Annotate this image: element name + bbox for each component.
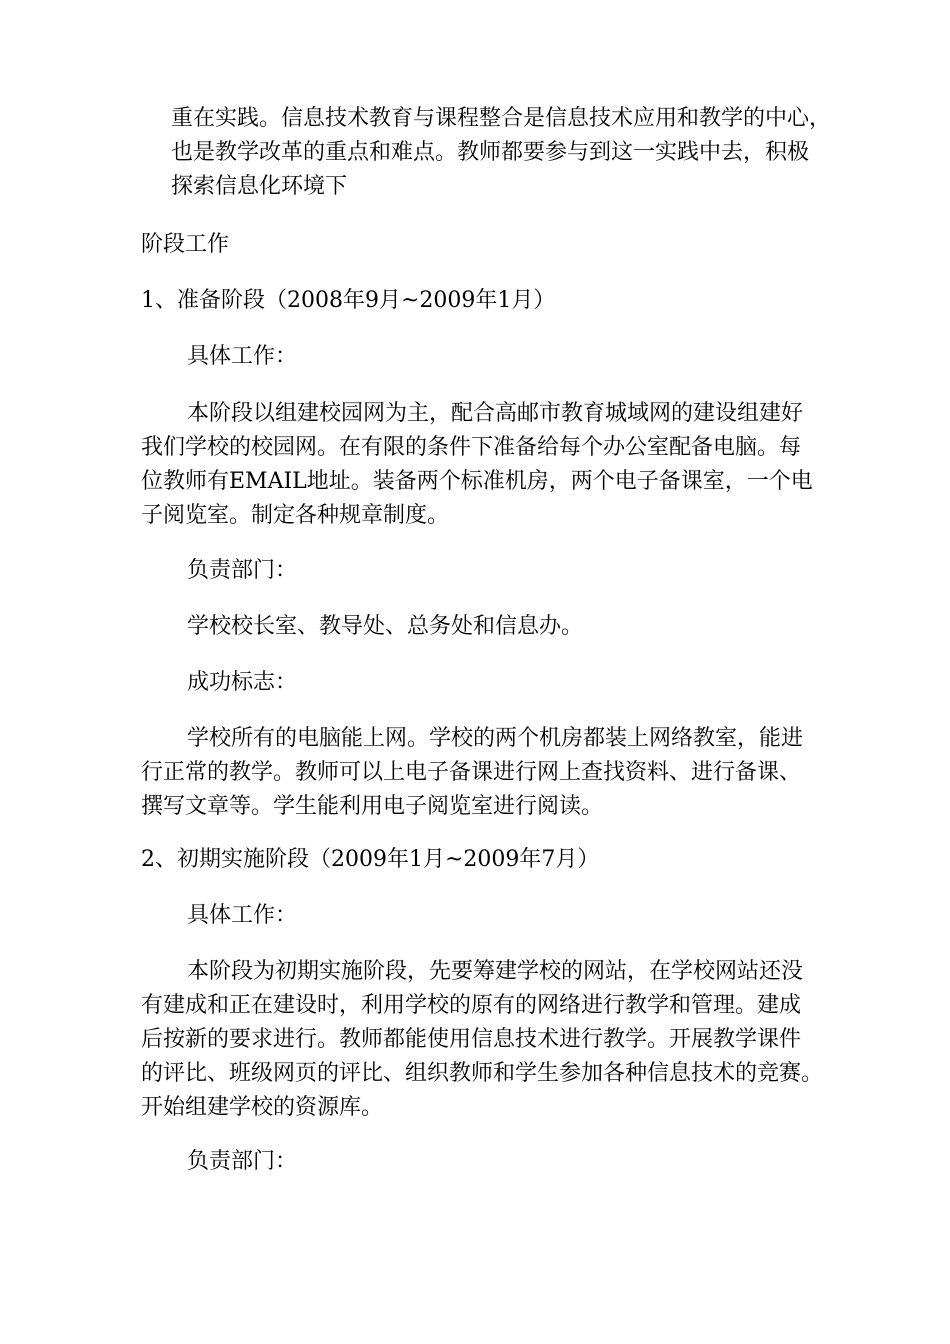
stage1-work-paragraph (141, 397, 813, 533)
stage1-dept-label: 负责部门： (187, 558, 298, 583)
paragraph-line: 学校所有的电脑能上网。学校的两个机房都装上网络教室，能进 (187, 726, 804, 751)
paragraph-line: 后按新的要求进行。教师都能使用信息技术进行教学。开展教学课件 (141, 1027, 802, 1052)
stage1-work-label: 具体工作： (187, 344, 298, 369)
stage1-dept-text: 学校校长室、教导处、总务处和信息办。 (187, 614, 584, 639)
stage1-heading: 1、准备阶段（2008年9月~2009年1月） (141, 288, 556, 313)
paragraph-line: 我们学校的校园网。在有限的条件下准备给每个办公室配备电脑。每 (141, 435, 802, 460)
paragraph-line: 本阶段以组建校园网为主，配合高邮市教育城域网的建设组建好 (187, 401, 804, 426)
stage2-dept-label: 负责部门： (187, 1149, 298, 1174)
paragraph-line: 有建成和正在建设时，利用学校的原有的网络进行教学和管理。建成 (141, 993, 802, 1018)
paragraph-line: 本阶段为初期实施阶段，先要筹建学校的网站，在学校网站还没 (187, 959, 804, 984)
stage2-heading: 2、初期实施阶段（2009年1月~2009年7月） (141, 847, 600, 872)
section-heading: 阶段工作 (141, 232, 230, 257)
stage2-work-label: 具体工作： (187, 903, 298, 928)
intro-line: 也是教学改革的重点和难点。教师都要参与到这一实践中去，积极 (171, 140, 810, 165)
paragraph-line: 位教师有EMAIL地址。装备两个标准机房，两个电子备课室，一个电 (141, 469, 813, 494)
stage1-success-label: 成功标志： (187, 670, 298, 695)
stage1-success-paragraph (141, 722, 803, 824)
intro-line: 重在实践。信息技术教育与课程整合是信息技术应用和教学的中心， (171, 106, 832, 131)
intro-paragraph (171, 102, 831, 204)
paragraph-line: 撰写文章等。学生能利用电子阅览室进行阅读。 (141, 794, 604, 819)
paragraph-line: 的评比、班级网页的评比、组织教师和学生参加各种信息技术的竞赛。 (141, 1061, 824, 1086)
stage2-work-paragraph (141, 955, 823, 1125)
paragraph-line: 子阅览室。制定各种规章制度。 (141, 503, 450, 528)
paragraph-line: 行正常的教学。教师可以上电子备课进行网上查找资料、进行备课、 (141, 760, 802, 785)
paragraph-line: 开始组建学校的资源库。 (141, 1095, 384, 1120)
intro-line: 探索信息化环境下 (171, 174, 348, 199)
